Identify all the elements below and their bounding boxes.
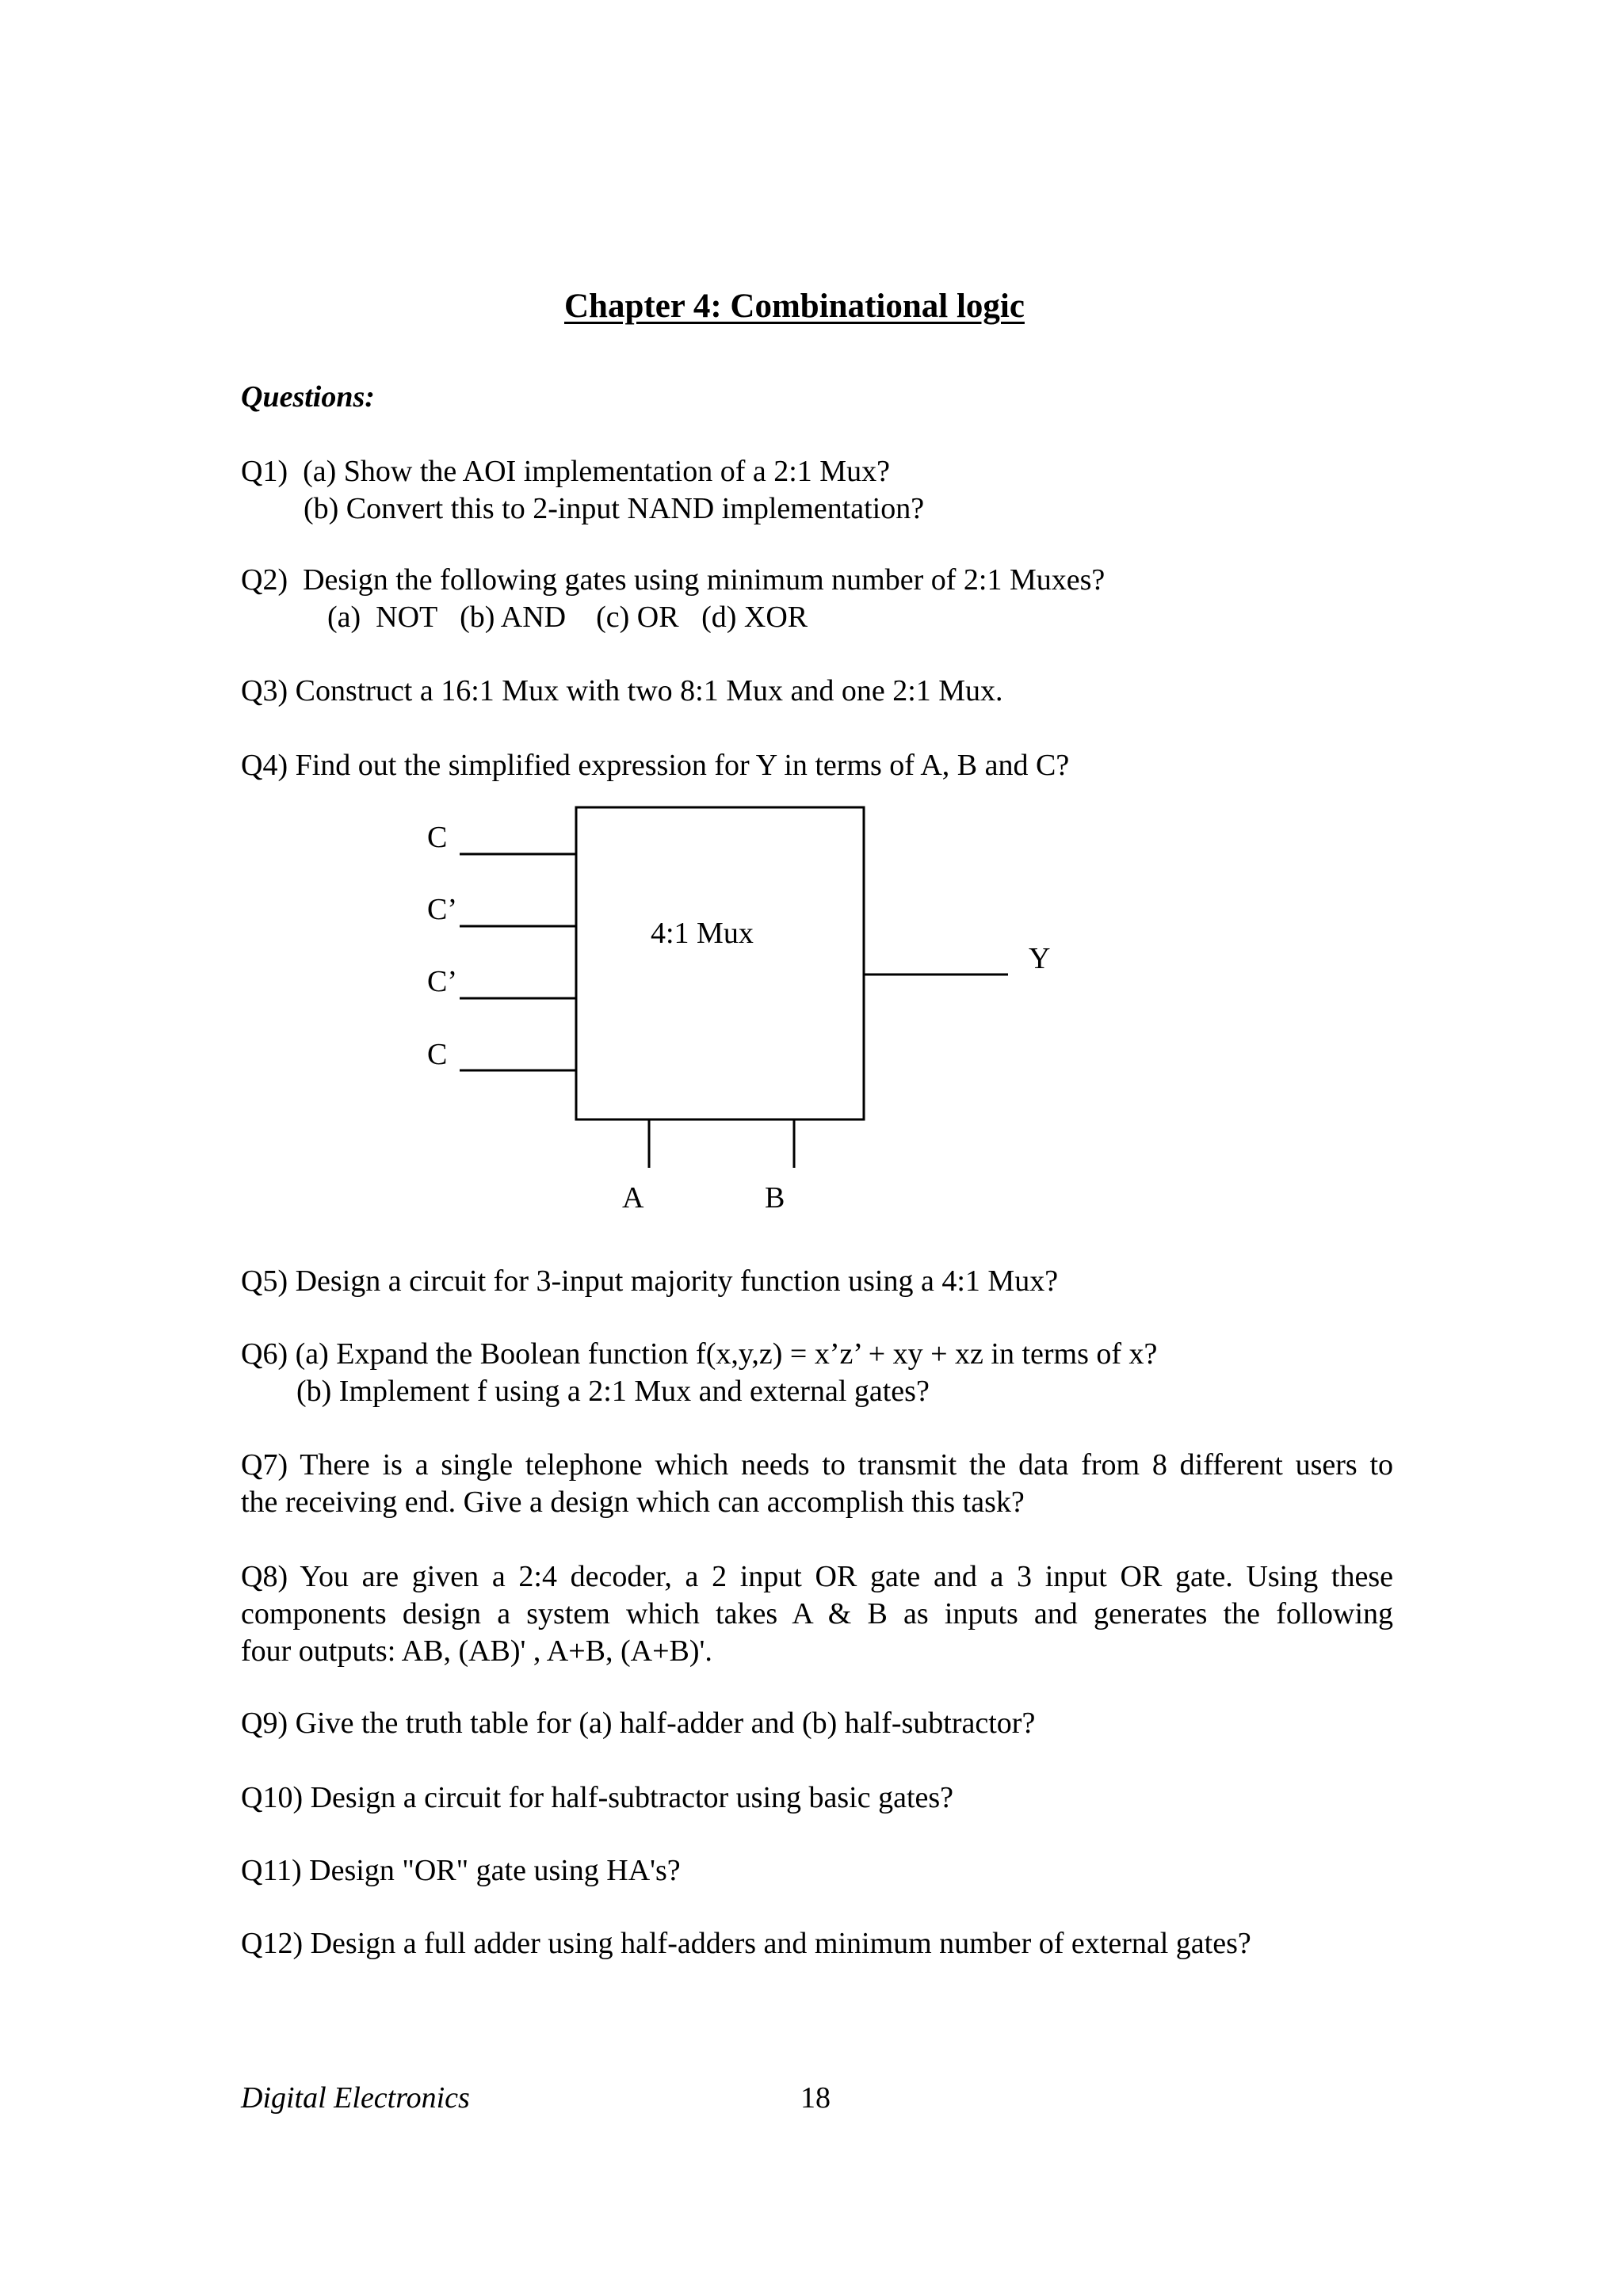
q1-line-2: (b) Convert this to 2-input NAND implementation? <box>304 492 925 525</box>
q7-line-2: the receiving end. Give a design which can accomplish this task? <box>241 1486 1025 1519</box>
footer-book-title: Digital Electronics <box>241 2081 470 2115</box>
input-label-2: C’ <box>427 965 457 998</box>
questions-heading: Questions: <box>241 380 375 414</box>
mux-label: 4:1 Mux <box>651 917 754 950</box>
q2-line-1: Q2) Design the following gates using minimum number of 2:1 Muxes? <box>241 563 1106 597</box>
q2-line-2: (a) NOT (b) AND (c) OR (d) XOR <box>327 601 808 634</box>
output-label: Y <box>1029 942 1051 975</box>
q1-line-1: Q1) (a) Show the AOI implementation of a 2:1 Mux? <box>241 455 890 488</box>
q12-text: Q12) Design a full adder using half-adders and minimum number of external gates? <box>241 1927 1251 1960</box>
q3-text: Q3) Construct a 16:1 Mux with two 8:1 Mux and one 2:1 Mux. <box>241 674 1003 707</box>
q6-line-2: (b) Implement f using a 2:1 Mux and external gates? <box>296 1375 930 1408</box>
input-label-1: C’ <box>427 893 457 926</box>
q11-text: Q11) Design "OR" gate using HA's? <box>241 1854 681 1887</box>
q9-text: Q9) Give the truth table for (a) half-adder and (b) half-subtractor? <box>241 1707 1036 1740</box>
q10-text: Q10) Design a circuit for half-subtractor using basic gates? <box>241 1781 954 1814</box>
mux-box <box>576 807 864 1119</box>
input-label-3: C <box>427 1038 448 1071</box>
q8-line-2: components design a system which takes A & B as inputs and generates the following <box>241 1597 1393 1630</box>
q6-line-1: Q6) (a) Expand the Boolean function f(x,y,z) = x’z’ + xy + xz in terms of x? <box>241 1337 1158 1371</box>
chapter-title: Chapter 4: Combinational logic <box>564 288 1025 325</box>
q4-text: Q4) Find out the simplified expression for Y in terms of A, B and C? <box>241 749 1070 782</box>
footer-page-number: 18 <box>800 2081 831 2115</box>
q8-line-3: four outputs: AB, (AB)' , A+B, (A+B)'. <box>241 1634 712 1668</box>
select-label-a: A <box>622 1181 644 1215</box>
q8-line-1: Q8) You are given a 2:4 decoder, a 2 input OR gate and a 3 input OR gate. Using these <box>241 1560 1393 1593</box>
q7-line-1: Q7) There is a single telephone which needs to transmit the data from 8 different users to <box>241 1448 1393 1482</box>
select-label-b: B <box>765 1181 785 1215</box>
input-label-0: C <box>427 821 448 854</box>
q5-text: Q5) Design a circuit for 3-input majority function using a 4:1 Mux? <box>241 1264 1059 1298</box>
